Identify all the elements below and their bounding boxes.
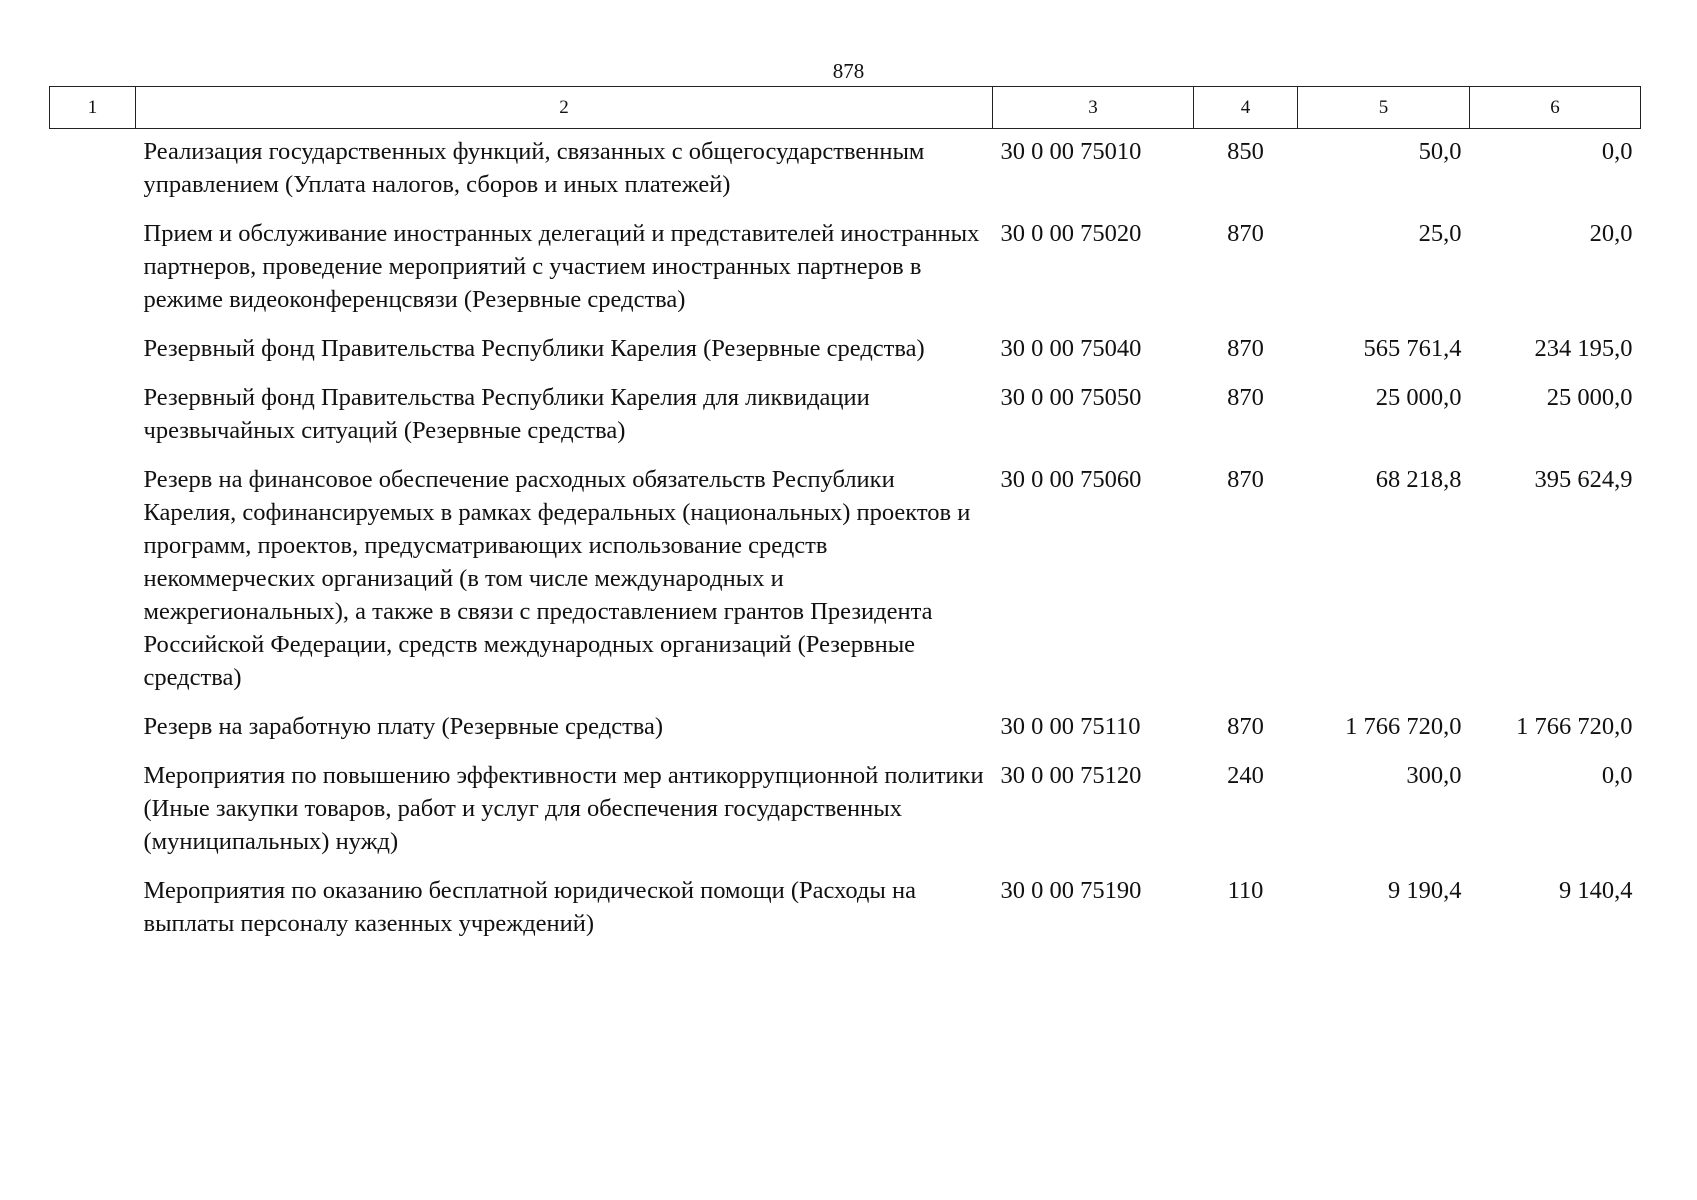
amount-col5-cell: 1 766 720,0: [1345, 713, 1462, 740]
expense-kind-cell: 850: [1227, 138, 1264, 165]
row-number-cell: [50, 457, 136, 704]
table-row: [50, 375, 1641, 457]
column-number-header-row: [50, 87, 1641, 129]
target-code-cell: 30 0 00 75020: [1000, 220, 1142, 247]
amount-col5-cell: 25,0: [1418, 220, 1462, 247]
expense-name-cell: Резерв на заработную плату (Резервные средства): [143, 713, 664, 740]
table-row: [50, 457, 1641, 704]
target-code-cell: 30 0 00 75110: [1000, 713, 1141, 740]
expense-kind-cell: 870: [1227, 713, 1264, 740]
amount-col5-cell: 565 761,4: [1363, 335, 1462, 362]
expense-name-cell: Мероприятия по оказанию бесплатной юридической помощи (Расходы на выплаты персоналу казенных учреждений): [143, 877, 916, 937]
amount-col5-cell: 300,0: [1406, 762, 1462, 789]
column-header-6: 6: [1470, 87, 1641, 129]
row-number-cell: [50, 868, 136, 950]
row-number-cell: [50, 704, 136, 753]
table-row: [50, 211, 1641, 326]
table-row: [50, 753, 1641, 868]
amount-col6-cell: 395 624,9: [1534, 466, 1633, 493]
expense-name-cell: Резервный фонд Правительства Республики Карелия для ликвидации чрезвычайных ситуаций (Резервные средства): [143, 384, 870, 444]
amount-col5-cell: 25 000,0: [1375, 384, 1462, 411]
amount-col5-cell: 68 218,8: [1375, 466, 1462, 493]
column-header-5: 5: [1298, 87, 1470, 129]
amount-col5-cell: 9 190,4: [1388, 877, 1462, 904]
column-header-2: 2: [136, 87, 993, 129]
expense-name-cell: Резерв на финансовое обеспечение расходных обязательств Республики Карелия, софинансируемых в рамках федеральных (национальных) проектов и программ, проектов, предусматривающих использование средств некоммерческих организаций (в том числе международных и межрегиональных), а также в связи с предоставлением грантов Президента Российской Федерации, средств международных организаций (Резервные средства): [143, 466, 971, 691]
expense-name-cell: Резервный фонд Правительства Республики Карелия (Резервные средства): [143, 335, 925, 362]
target-code-cell: 30 0 00 75010: [1000, 138, 1142, 165]
target-code-cell: 30 0 00 75120: [1000, 762, 1142, 789]
expense-name-cell: Прием и обслуживание иностранных делегаций и представителей иностранных партнеров, проведение мероприятий с участием иностранных партнеров в режиме видеоконференцсвязи (Резервные средства): [143, 220, 980, 313]
table-row: [50, 326, 1641, 375]
table-row: [50, 704, 1641, 753]
expense-name-cell: Реализация государственных функций, связанных с общегосударственным управлением (Уплата налогов, сборов и иных платежей): [143, 138, 925, 198]
amount-col6-cell: 25 000,0: [1546, 384, 1633, 411]
expense-name-cell: Мероприятия по повышению эффективности мер антикоррупционной политики (Иные закупки товаров, работ и услуг для обеспечения государственных (муниципальных) нужд): [143, 762, 984, 855]
expense-kind-cell: 870: [1227, 384, 1264, 411]
table-row: [50, 129, 1641, 212]
target-code-cell: 30 0 00 75040: [1000, 335, 1142, 362]
expense-kind-cell: 870: [1227, 335, 1264, 362]
expense-kind-cell: 870: [1227, 220, 1264, 247]
amount-col6-cell: 0,0: [1601, 762, 1633, 789]
column-header-1: 1: [50, 87, 136, 129]
column-header-4: 4: [1194, 87, 1298, 129]
row-number-cell: [50, 129, 136, 212]
amount-col6-cell: 0,0: [1601, 138, 1633, 165]
target-code-cell: 30 0 00 75050: [1000, 384, 1142, 411]
amount-col6-cell: 234 195,0: [1534, 335, 1633, 362]
column-header-3: 3: [993, 87, 1194, 129]
expense-kind-cell: 110: [1227, 877, 1264, 904]
target-code-cell: 30 0 00 75190: [1000, 877, 1142, 904]
row-number-cell: [50, 753, 136, 868]
table-row: [50, 868, 1641, 950]
page-number: 878: [832, 59, 865, 83]
row-number-cell: [50, 326, 136, 375]
amount-col6-cell: 20,0: [1589, 220, 1633, 247]
budget-table: [49, 86, 1641, 950]
amount-col6-cell: 1 766 720,0: [1516, 713, 1633, 740]
target-code-cell: 30 0 00 75060: [1000, 466, 1142, 493]
row-number-cell: [50, 211, 136, 326]
row-number-cell: [50, 375, 136, 457]
amount-col6-cell: 9 140,4: [1559, 877, 1633, 904]
amount-col5-cell: 50,0: [1418, 138, 1462, 165]
expense-kind-cell: 870: [1227, 466, 1264, 493]
expense-kind-cell: 240: [1227, 762, 1264, 789]
